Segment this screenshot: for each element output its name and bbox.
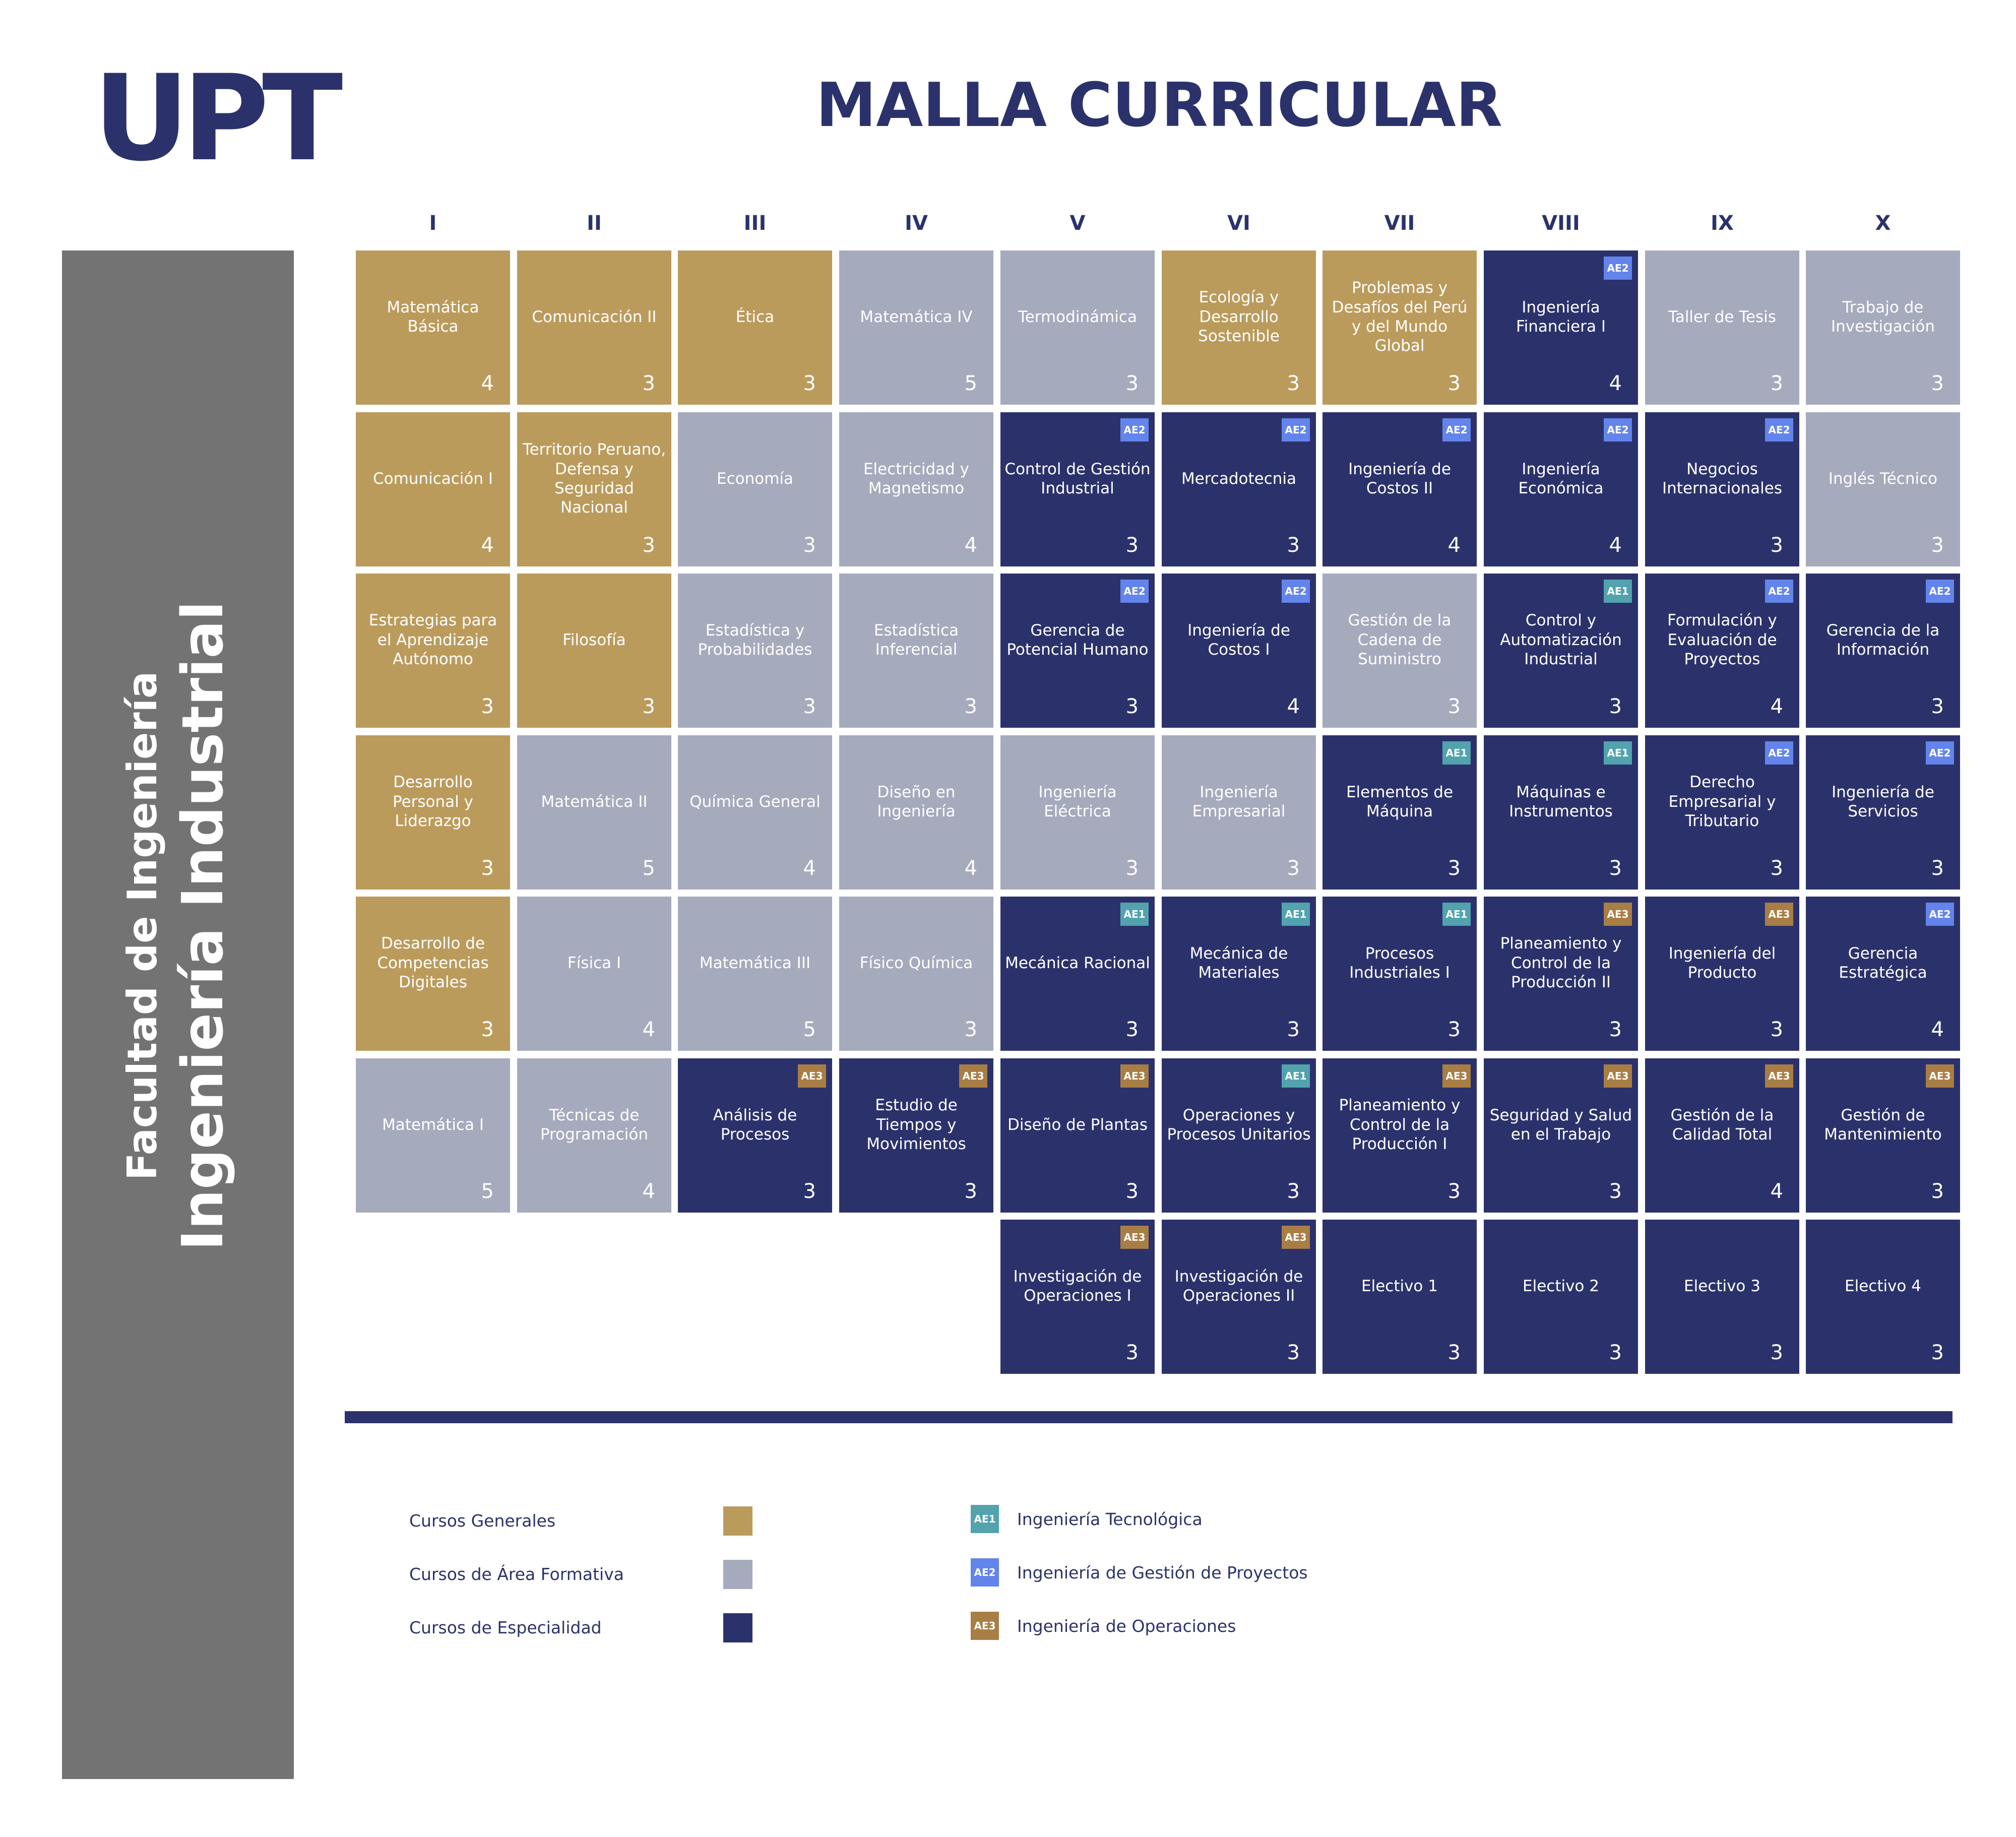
course-name: Trabajo de Investigación (1831, 298, 1935, 336)
course-credits: 5 (964, 372, 977, 395)
course-credits: 3 (481, 857, 494, 880)
course-cell (1162, 412, 1316, 566)
legend-type-label: Cursos Generales (409, 1511, 556, 1531)
course-credits: 4 (642, 1180, 655, 1203)
course-name: Mecánica de Materiales (1189, 944, 1288, 982)
course-credits: 3 (1287, 534, 1300, 557)
area-badge: AE1 (1282, 903, 1310, 926)
course-name: Estrategias para el Aprendizaje Autónomo (368, 611, 497, 669)
course-cell (1322, 574, 1477, 728)
program-name: Ingeniería Industrial (170, 601, 236, 1251)
course-cell (1645, 735, 1799, 890)
area-badge: AE1 (1604, 741, 1632, 765)
course-credits: 3 (803, 1180, 816, 1203)
course-name: Gerencia de la Información (1826, 621, 1940, 659)
semester-header: X (1875, 212, 1891, 235)
course-cell (1645, 250, 1799, 405)
area-badge: AE2 (1604, 418, 1632, 441)
course-credits: 3 (1609, 857, 1622, 880)
course-credits: 4 (964, 534, 977, 557)
course-credits: 4 (481, 372, 494, 395)
course-cell (517, 897, 671, 1051)
area-badge: AE3 (959, 1064, 987, 1088)
area-badge: AE2 (1926, 741, 1954, 765)
course-name: Físico Química (859, 954, 973, 972)
course-name: Diseño en Ingeniería (877, 783, 956, 820)
area-badge: AE1 (1604, 580, 1632, 603)
course-cell (1322, 735, 1477, 890)
area-badge: AE2 (1442, 418, 1471, 441)
area-badge: AE3 (798, 1064, 826, 1088)
course-cell (1000, 897, 1155, 1051)
course-name: Electricidad y Magnetismo (863, 460, 970, 497)
course-name: Electivo 1 (1361, 1277, 1438, 1295)
course-name: Procesos Industriales I (1349, 944, 1450, 982)
area-badge: AE2 (1765, 580, 1793, 603)
course-cell (1162, 1058, 1316, 1213)
course-credits: 3 (642, 695, 655, 718)
course-name: Formulación y Evaluación de Proyectos (1667, 611, 1777, 669)
course-name: Análisis de Procesos (713, 1106, 797, 1144)
course-credits: 4 (964, 857, 977, 880)
course-cell (1322, 1220, 1477, 1374)
course-credits: 3 (803, 534, 816, 557)
course-name: Investigación de Operaciones I (1013, 1267, 1142, 1305)
course-name: Ingeniería Eléctrica (1038, 783, 1117, 820)
course-cell (356, 897, 510, 1051)
course-name: Ingeniería de Costos II (1348, 460, 1451, 497)
course-name: Comunicación II (532, 307, 657, 326)
course-name: Control de Gestión Industrial (1004, 460, 1151, 497)
course-cell (678, 735, 832, 890)
course-cell (1162, 1220, 1316, 1374)
course-credits: 4 (481, 534, 494, 557)
legend-type-label: Cursos de Especialidad (409, 1618, 602, 1637)
course-name: Economía (716, 469, 794, 488)
course-cell (839, 1058, 993, 1213)
course-credits: 5 (481, 1180, 494, 1203)
area-badge: AE1 (1442, 903, 1471, 926)
course-name: Planeamiento y Control de la Producción I (1339, 1096, 1461, 1154)
course-name: Desarrollo de Competencias Digitales (377, 934, 489, 992)
course-name: Máquinas e Instrumentos (1509, 783, 1613, 820)
course-cell (517, 412, 671, 566)
course-name: Comunicación I (372, 469, 493, 488)
course-credits: 3 (1931, 534, 1944, 557)
legend-area-label: Ingeniería Tecnológica (1017, 1509, 1203, 1529)
course-name: Operaciones y Procesos Unitarios (1167, 1106, 1311, 1144)
course-cell (839, 897, 993, 1051)
course-credits: 3 (1287, 857, 1300, 880)
area-badge: AE3 (1604, 903, 1632, 926)
semester-header: IV (905, 212, 928, 235)
divider-rule (345, 1411, 1952, 1423)
course-name: Ingeniería Empresarial (1192, 783, 1286, 820)
course-cell (1322, 250, 1477, 405)
course-cell (1806, 897, 1960, 1051)
semester-header: VII (1384, 212, 1415, 235)
course-name: Taller de Tesis (1668, 307, 1776, 326)
course-cell (839, 574, 993, 728)
course-cell (1162, 574, 1316, 728)
course-name: Ingeniería de Costos I (1187, 621, 1290, 659)
course-cell (1645, 1220, 1799, 1374)
course-cell (678, 897, 832, 1051)
legend-area-label: Ingeniería de Operaciones (1017, 1616, 1236, 1636)
area-badge: AE1 (1120, 903, 1149, 926)
legend-color-swatch (723, 1506, 752, 1536)
legend-area-badge: AE1 (971, 1505, 999, 1533)
semester-header: II (587, 212, 602, 235)
course-cell (1484, 412, 1638, 566)
course-name: Gerencia Estratégica (1839, 944, 1927, 982)
course-cell (1484, 1058, 1638, 1213)
course-name: Matemática IV (860, 307, 973, 326)
course-name: Técnicas de Programación (540, 1106, 649, 1144)
course-cell (356, 250, 510, 405)
course-cell (1806, 412, 1960, 566)
course-cell (356, 1058, 510, 1213)
course-cell (1645, 1058, 1799, 1213)
course-credits: 3 (803, 695, 816, 718)
course-name: Derecho Empresarial y Tributario (1668, 773, 1776, 831)
course-cell (1806, 574, 1960, 728)
course-cell (356, 412, 510, 566)
course-credits: 5 (803, 1018, 816, 1041)
course-cell (517, 1058, 671, 1213)
course-cell (1645, 574, 1799, 728)
course-name: Electivo 3 (1684, 1277, 1760, 1295)
course-cell (1162, 897, 1316, 1051)
course-credits: 3 (1125, 1018, 1139, 1041)
area-badge: AE3 (1765, 903, 1793, 926)
course-cell (1484, 735, 1638, 890)
area-badge: AE2 (1282, 418, 1310, 441)
course-name: Problemas y Desafíos del Perú y del Mundo Global (1332, 279, 1468, 355)
area-badge: AE1 (1282, 1064, 1310, 1088)
course-name: Matemática Básica (387, 298, 479, 336)
course-credits: 3 (642, 534, 655, 557)
course-cell (1162, 735, 1316, 890)
course-credits: 3 (1609, 1180, 1622, 1203)
legend-type-label: Cursos de Área Formativa (409, 1564, 624, 1584)
course-name: Mecánica Racional (1005, 954, 1150, 972)
course-credits: 3 (1931, 1341, 1944, 1364)
course-name: Ecología y Desarrollo Sostenible (1198, 288, 1280, 346)
area-badge: AE2 (1926, 903, 1954, 926)
course-cell (839, 412, 993, 566)
course-cell (356, 574, 510, 728)
course-credits: 3 (1770, 1018, 1783, 1041)
course-credits: 3 (481, 695, 494, 718)
course-name: Estadística Inferencial (873, 621, 959, 659)
course-name: Control y Automatización Industrial (1500, 611, 1622, 669)
course-cell (1322, 1058, 1477, 1213)
course-credits: 3 (1125, 1341, 1139, 1364)
course-name: Gestión de la Cadena de Suministro (1348, 611, 1452, 669)
course-cell (1806, 1058, 1960, 1213)
course-credits: 4 (1609, 534, 1622, 557)
legend-color-swatch (723, 1613, 752, 1642)
legend-area-badge: AE3 (971, 1612, 999, 1640)
course-name: Electivo 2 (1523, 1277, 1599, 1295)
course-credits: 3 (1125, 1180, 1139, 1203)
course-cell (1000, 1058, 1155, 1213)
course-name: Ingeniería Económica (1518, 460, 1604, 497)
course-cell (1484, 897, 1638, 1051)
semester-header: V (1069, 212, 1086, 235)
legend-color-swatch (723, 1560, 752, 1589)
course-credits: 4 (1931, 1018, 1944, 1041)
course-name: Negocios Internacionales (1662, 460, 1782, 497)
course-cell (1000, 1220, 1155, 1374)
area-badge: AE2 (1765, 741, 1793, 765)
area-badge: AE2 (1604, 257, 1632, 280)
area-badge: AE1 (1442, 741, 1471, 765)
area-badge: AE2 (1120, 580, 1149, 603)
course-cell (678, 250, 832, 405)
faculty-name: Facultad de Ingeniería (119, 671, 166, 1181)
course-name: Estadística y Probabilidades (698, 621, 812, 659)
course-cell (1484, 574, 1638, 728)
course-name: Territorio Peruano, Defensa y Seguridad Nacional (522, 440, 666, 517)
course-credits: 3 (1125, 695, 1139, 718)
course-credits: 4 (1609, 372, 1622, 395)
course-credits: 4 (1287, 695, 1300, 718)
upt-logo: UPT (93, 50, 336, 187)
course-cell (1806, 250, 1960, 405)
course-cell (678, 412, 832, 566)
course-credits: 3 (1287, 1180, 1300, 1203)
course-credits: 3 (803, 372, 816, 395)
course-credits: 3 (1447, 1018, 1461, 1041)
area-badge: AE3 (1442, 1064, 1471, 1088)
area-badge: AE2 (1926, 580, 1954, 603)
course-credits: 4 (1447, 534, 1461, 557)
course-credits: 3 (1447, 1341, 1461, 1364)
course-name: Matemática I (382, 1115, 484, 1134)
course-credits: 3 (1447, 1180, 1461, 1203)
course-credits: 3 (964, 1180, 977, 1203)
course-credits: 3 (1287, 1018, 1300, 1041)
course-cell (1162, 250, 1316, 405)
course-credits: 3 (1609, 1018, 1622, 1041)
course-name: Inglés Técnico (1828, 469, 1938, 488)
semester-header: I (429, 212, 437, 235)
course-name: Gestión de la Calidad Total (1670, 1106, 1774, 1144)
course-cell (1806, 735, 1960, 890)
course-credits: 3 (964, 1018, 977, 1041)
legend-area-badge: AE2 (971, 1558, 999, 1587)
course-credits: 3 (1931, 1180, 1944, 1203)
course-name: Estudio de Tiempos y Movimientos (866, 1096, 966, 1154)
course-cell (1000, 412, 1155, 566)
course-name: Física I (567, 954, 621, 972)
course-name: Ingeniería del Producto (1668, 944, 1776, 982)
course-name: Elementos de Máquina (1346, 783, 1454, 820)
course-credits: 3 (964, 695, 977, 718)
course-name: Matemática II (541, 792, 648, 811)
course-cell (839, 250, 993, 405)
course-credits: 3 (642, 372, 655, 395)
course-name: Desarrollo Personal y Liderazgo (393, 773, 473, 831)
course-cell (517, 250, 671, 405)
course-credits: 3 (1609, 695, 1622, 718)
area-badge: AE3 (1120, 1226, 1149, 1249)
course-name: Ética (735, 307, 775, 326)
course-cell (1484, 1220, 1638, 1374)
course-name: Mercadotecnia (1181, 469, 1297, 488)
area-badge: AE2 (1765, 418, 1793, 441)
course-cell (1000, 574, 1155, 728)
course-name: Electivo 4 (1845, 1277, 1921, 1295)
area-badge: AE2 (1282, 580, 1310, 603)
course-name: Gerencia de Potencial Humano (1006, 621, 1149, 659)
course-name: Matemática III (699, 954, 811, 972)
course-cell (356, 735, 510, 890)
area-badge: AE3 (1120, 1064, 1149, 1088)
area-badge: AE2 (1120, 418, 1149, 441)
course-cell (1322, 897, 1477, 1051)
course-name: Ingeniería Financiera I (1516, 298, 1606, 336)
course-credits: 3 (1125, 372, 1139, 395)
course-credits: 3 (481, 1018, 494, 1041)
course-cell (1806, 1220, 1960, 1374)
course-cell (517, 574, 671, 728)
program-sidebar (62, 250, 294, 1779)
course-name: Seguridad y Salud en el Trabajo (1489, 1106, 1632, 1144)
course-name: Química General (689, 792, 821, 811)
course-cell (1000, 250, 1155, 405)
course-cell (678, 1058, 832, 1213)
semester-header: IX (1711, 212, 1734, 235)
course-name: Planeamiento y Control de la Producción II (1500, 934, 1622, 992)
course-credits: 3 (1447, 695, 1461, 718)
course-credits: 3 (1447, 857, 1461, 880)
course-credits: 3 (1770, 534, 1783, 557)
course-cell (1484, 250, 1638, 405)
course-name: Filosofía (562, 630, 626, 649)
course-cell (1000, 735, 1155, 890)
course-name: Termodinámica (1018, 307, 1137, 326)
semester-header: VIII (1542, 212, 1580, 235)
course-credits: 4 (1770, 695, 1783, 718)
course-cell (1322, 412, 1477, 566)
area-badge: AE3 (1604, 1064, 1632, 1088)
course-credits: 3 (1287, 372, 1300, 395)
course-credits: 3 (1770, 1341, 1783, 1364)
course-credits: 4 (642, 1018, 655, 1041)
sidebar-text (117, 601, 238, 1251)
legend-area-label: Ingeniería de Gestión de Proyectos (1017, 1563, 1308, 1582)
course-credits: 3 (1770, 857, 1783, 880)
course-credits: 3 (1931, 695, 1944, 718)
course-name: Diseño de Plantas (1007, 1115, 1148, 1134)
course-name: Investigación de Operaciones II (1174, 1267, 1303, 1305)
course-cell (839, 735, 993, 890)
page-title: MALLA CURRICULAR (815, 71, 1503, 141)
course-credits: 4 (1770, 1180, 1783, 1203)
course-cell (1645, 412, 1799, 566)
course-cell (517, 735, 671, 890)
course-credits: 4 (803, 857, 816, 880)
area-badge: AE3 (1926, 1064, 1954, 1088)
course-credits: 3 (1770, 372, 1783, 395)
course-credits: 3 (1931, 857, 1944, 880)
area-badge: AE3 (1765, 1064, 1793, 1088)
course-credits: 3 (1125, 857, 1139, 880)
course-cell (1645, 897, 1799, 1051)
course-credits: 3 (1609, 1341, 1622, 1364)
course-name: Gestión de Mantenimiento (1824, 1106, 1942, 1144)
area-badge: AE3 (1282, 1226, 1310, 1249)
course-name: Ingeniería de Servicios (1832, 783, 1934, 820)
course-credits: 3 (1125, 534, 1139, 557)
course-credits: 3 (1931, 372, 1944, 395)
course-cell (678, 574, 832, 728)
course-credits: 3 (1287, 1341, 1300, 1364)
semester-header: III (743, 212, 767, 235)
semester-header: VI (1227, 212, 1250, 235)
course-credits: 3 (1447, 372, 1461, 395)
course-credits: 5 (642, 857, 655, 880)
